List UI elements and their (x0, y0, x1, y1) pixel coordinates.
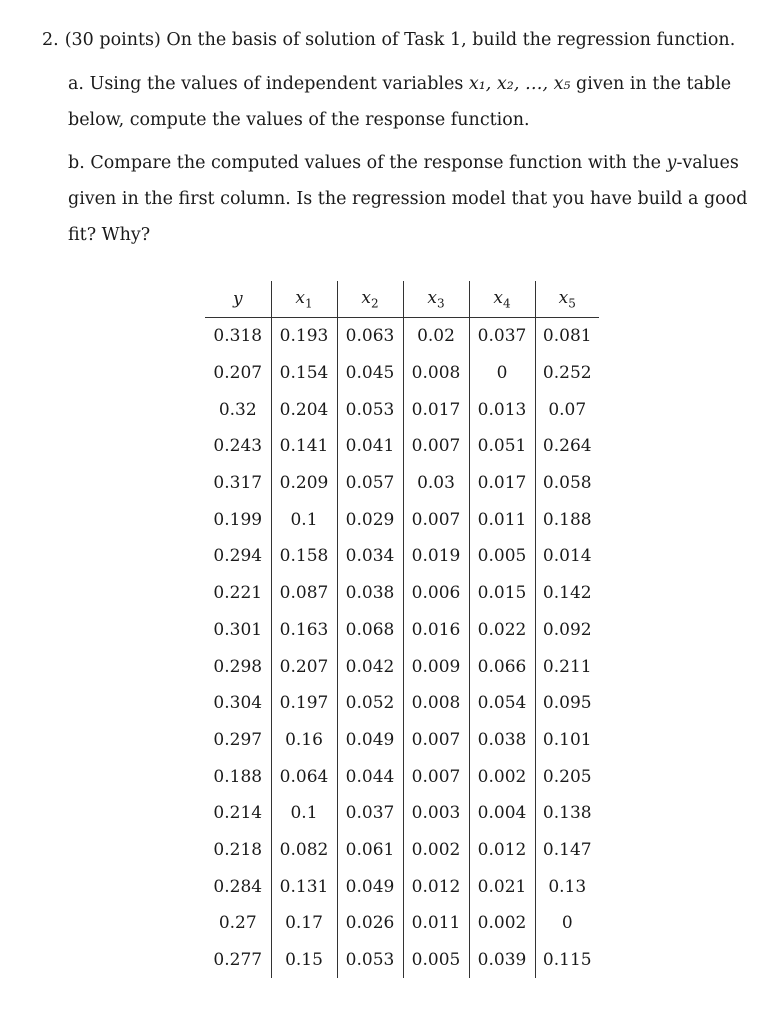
table-row (205, 868, 599, 905)
table-cell: 0.101 (542, 729, 592, 750)
part-b-variable: y (666, 153, 677, 173)
column-header-subscript: 5 (568, 296, 576, 311)
table-cell: 0.211 (542, 656, 592, 677)
data-table-container (205, 281, 599, 978)
table-cell: 0.318 (205, 318, 271, 355)
table-cell: 0.209 (271, 465, 337, 502)
column-header-variable: x (361, 287, 371, 308)
table-cell: 0.141 (271, 428, 337, 465)
table-cell: 0.205 (542, 766, 592, 787)
table-cell: 0.298 (205, 648, 271, 685)
problem-number: 2. (42, 30, 59, 50)
table-row (205, 758, 599, 795)
table-cell: 0.147 (542, 839, 592, 860)
problem-statement (42, 22, 752, 253)
table-row (205, 795, 599, 832)
table-cell: 0.199 (205, 501, 271, 538)
table-cell: 0.038 (337, 575, 403, 612)
table-cell: 0.154 (271, 355, 337, 392)
table-cell: 0.057 (337, 465, 403, 502)
table-cell: 0.066 (469, 648, 535, 685)
table-row (205, 685, 599, 722)
column-header-subscript: 4 (502, 296, 511, 311)
column-header-variable: x (295, 287, 305, 308)
table-cell: 0.081 (542, 326, 592, 347)
table-cell: 0.063 (337, 318, 403, 355)
table-cell: 0.301 (205, 612, 271, 649)
column-header-subscript: 2 (370, 296, 379, 311)
table-row (205, 501, 599, 538)
part-b-label: b. (68, 153, 85, 173)
table-row (205, 355, 599, 392)
table-row (205, 722, 599, 759)
table-cell: 0.044 (337, 758, 403, 795)
column-header-subscript: 1 (304, 296, 313, 311)
table-cell: 0.051 (469, 428, 535, 465)
table-cell: 0.061 (337, 832, 403, 869)
table-cell: 0.07 (548, 399, 587, 420)
table-cell: 0.221 (205, 575, 271, 612)
column-header-variable: x (427, 287, 437, 308)
table-cell: 0.049 (337, 868, 403, 905)
table-cell: 0.188 (542, 509, 592, 530)
table-cell: 0.317 (205, 465, 271, 502)
column-header (205, 281, 271, 318)
table-cell: 0.052 (337, 685, 403, 722)
table-cell: 0.053 (337, 391, 403, 428)
table-row (205, 575, 599, 612)
table-cell: 0 (561, 913, 573, 934)
table-cell: 0.053 (337, 942, 403, 979)
table-cell: 0.284 (205, 868, 271, 905)
table-cell: 0.087 (271, 575, 337, 612)
table-cell: 0.034 (337, 538, 403, 575)
table-cell: 0.197 (271, 685, 337, 722)
table-cell: 0.038 (469, 722, 535, 759)
table-row (205, 318, 599, 355)
table-cell: 0.042 (337, 648, 403, 685)
table-cell: 0.029 (337, 501, 403, 538)
part-b (68, 145, 752, 253)
table-cell: 0.214 (205, 795, 271, 832)
column-header (403, 281, 469, 318)
table-row (205, 612, 599, 649)
table-cell: 0.049 (337, 722, 403, 759)
table-cell: 0.204 (271, 391, 337, 428)
table-cell: 0.005 (469, 538, 535, 575)
table-cell: 0.264 (542, 436, 592, 457)
table-cell: 0.058 (542, 473, 592, 494)
table-cell: 0.037 (337, 795, 403, 832)
table-cell: 0.218 (205, 832, 271, 869)
column-header-variable: x (558, 287, 569, 308)
table-cell: 0.009 (403, 648, 469, 685)
table-cell: 0.007 (403, 722, 469, 759)
table-cell: 0.068 (337, 612, 403, 649)
table-cell: 0.015 (469, 575, 535, 612)
table-cell: 0.32 (205, 391, 271, 428)
table-cell: 0.007 (403, 428, 469, 465)
table-cell: 0.016 (403, 612, 469, 649)
table-row (205, 428, 599, 465)
table-cell: 0.252 (542, 363, 592, 384)
table-cell: 0.003 (403, 795, 469, 832)
table-cell: 0.082 (271, 832, 337, 869)
part-b-text-2: -values given in the first column. Is the regression model that you have build a good fit? Why? (68, 153, 748, 245)
table-cell: 0.1 (271, 795, 337, 832)
table-cell: 0.026 (337, 905, 403, 942)
table-cell: 0.011 (469, 501, 535, 538)
table-cell: 0.005 (403, 942, 469, 979)
table-cell: 0.007 (403, 758, 469, 795)
table-cell: 0.297 (205, 722, 271, 759)
part-a (68, 66, 752, 138)
column-header (271, 281, 337, 318)
table-body (205, 318, 599, 979)
data-table (205, 281, 599, 978)
table-cell: 0.163 (271, 612, 337, 649)
part-a-text-2: given in the table below, compute the values of the response function. (68, 74, 732, 130)
table-row (205, 832, 599, 869)
table-row (205, 391, 599, 428)
table-cell: 0.041 (337, 428, 403, 465)
table-row (205, 648, 599, 685)
table-cell: 0.294 (205, 538, 271, 575)
table-cell: 0.277 (205, 942, 271, 979)
table-cell: 0.02 (403, 318, 469, 355)
table-cell: 0.008 (403, 355, 469, 392)
column-header (337, 281, 403, 318)
table-cell: 0.207 (271, 648, 337, 685)
table-cell: 0.158 (271, 538, 337, 575)
table-cell: 0.022 (469, 612, 535, 649)
table-row (205, 538, 599, 575)
table-cell: 0.115 (542, 950, 592, 971)
table-cell: 0.011 (403, 905, 469, 942)
table-cell: 0.037 (469, 318, 535, 355)
table-cell: 0 (469, 355, 535, 392)
table-cell: 0.004 (469, 795, 535, 832)
table-cell: 0.012 (403, 868, 469, 905)
table-row (205, 905, 599, 942)
table-cell: 0.014 (542, 546, 592, 567)
table-cell: 0.017 (403, 391, 469, 428)
column-header-variable: x (493, 287, 503, 308)
table-cell: 0.131 (271, 868, 337, 905)
table-cell: 0.1 (271, 501, 337, 538)
column-header (535, 281, 599, 318)
table-cell: 0.007 (403, 501, 469, 538)
table-cell: 0.019 (403, 538, 469, 575)
table-cell: 0.013 (469, 391, 535, 428)
table-cell: 0.243 (205, 428, 271, 465)
table-cell: 0.138 (542, 803, 592, 824)
table-cell: 0.304 (205, 685, 271, 722)
column-header-variable: y (232, 289, 243, 309)
table-cell: 0.16 (271, 722, 337, 759)
table-cell: 0.193 (271, 318, 337, 355)
table-cell: 0.045 (337, 355, 403, 392)
table-cell: 0.002 (469, 905, 535, 942)
part-a-label: a. (68, 74, 84, 94)
table-cell: 0.039 (469, 942, 535, 979)
table-cell: 0.15 (271, 942, 337, 979)
table-cell: 0.002 (469, 758, 535, 795)
problem-intro-text: (30 points) On the basis of solution of Task 1, build the regression function. (64, 30, 736, 50)
table-cell: 0.27 (205, 905, 271, 942)
table-row (205, 942, 599, 979)
table-cell: 0.006 (403, 575, 469, 612)
part-a-text-1: Using the values of independent variables (89, 74, 469, 94)
table-cell: 0.095 (542, 693, 592, 714)
column-header-subscript: 3 (436, 296, 445, 311)
table-cell: 0.03 (403, 465, 469, 502)
table-cell: 0.142 (542, 583, 592, 604)
table-cell: 0.017 (469, 465, 535, 502)
table-cell: 0.207 (205, 355, 271, 392)
table-row (205, 465, 599, 502)
table-cell: 0.064 (271, 758, 337, 795)
table-cell: 0.008 (403, 685, 469, 722)
table-cell: 0.188 (205, 758, 271, 795)
table-cell: 0.012 (469, 832, 535, 869)
table-cell: 0.13 (548, 876, 587, 897)
problem-intro (42, 22, 752, 58)
table-cell: 0.021 (469, 868, 535, 905)
table-cell: 0.17 (271, 905, 337, 942)
table-cell: 0.092 (542, 619, 592, 640)
table-header-row (205, 281, 599, 318)
table-cell: 0.054 (469, 685, 535, 722)
table-cell: 0.002 (403, 832, 469, 869)
column-header (469, 281, 535, 318)
part-a-variables: x₁, x₂, …, x₅ (468, 74, 571, 94)
part-b-text-1: Compare the computed values of the response function with the (90, 153, 667, 173)
